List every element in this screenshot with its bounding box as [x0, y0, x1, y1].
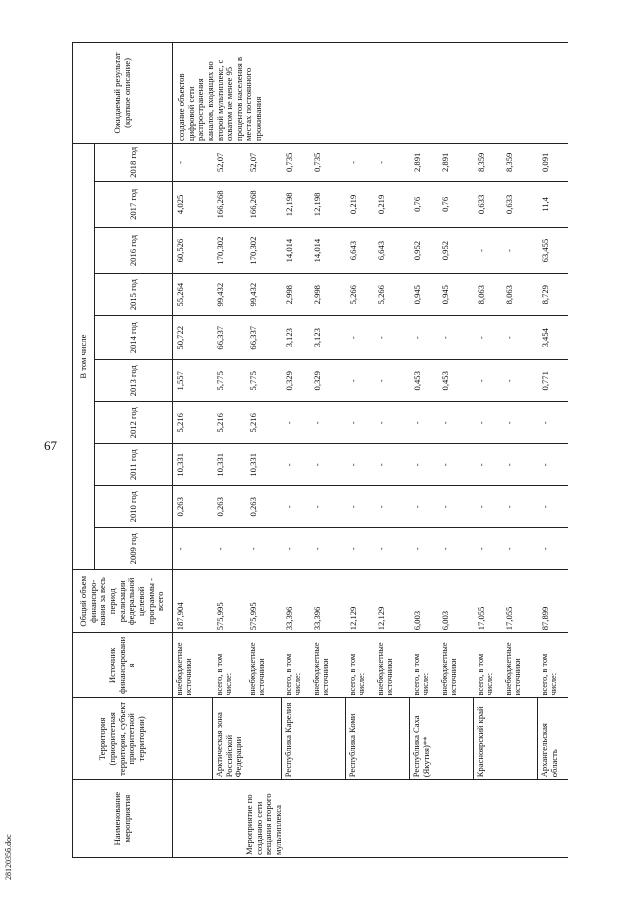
year-value-cell: 0,945 — [438, 274, 474, 316]
total-cell: 575,995 — [213, 570, 246, 633]
year-value-cell: - — [310, 444, 346, 486]
year-value-cell: 10,331 — [246, 444, 282, 486]
year-value-cell: 1,557 — [173, 360, 213, 402]
year-value-cell: - — [502, 360, 538, 402]
year-value-cell: 0,945 — [410, 274, 438, 316]
year-value-cell: - — [538, 528, 568, 570]
year-value-cell: - — [374, 316, 410, 360]
year-value-cell: 8,359 — [474, 143, 502, 181]
year-value-cell: 0,219 — [374, 181, 410, 227]
table-row — [310, 43, 346, 858]
year-value-cell: 5,266 — [346, 274, 374, 316]
year-value-cell: 8,063 — [502, 274, 538, 316]
year-value-cell: - — [374, 486, 410, 528]
source-cell: внебюджетные источники — [246, 633, 282, 698]
year-value-cell: - — [173, 528, 213, 570]
total-cell: 12,129 — [374, 570, 410, 633]
year-value-cell: - — [410, 486, 438, 528]
year-value-cell: 6,643 — [374, 227, 410, 273]
document-id: 2812035б.doc — [4, 834, 13, 880]
year-value-cell: - — [173, 143, 213, 181]
year-value-cell: 99,432 — [246, 274, 282, 316]
year-value-cell: - — [246, 528, 282, 570]
year-value-cell: - — [474, 444, 502, 486]
territory-cell — [310, 698, 346, 780]
year-value-cell: - — [346, 444, 374, 486]
table-row — [346, 43, 374, 858]
year-value-cell: - — [346, 360, 374, 402]
year-value-cell: 52,07 — [213, 143, 246, 181]
header-source: Источник финансирования — [73, 633, 173, 698]
total-cell: 33,396 — [282, 570, 310, 633]
year-value-cell: 0,453 — [410, 360, 438, 402]
table-row — [410, 43, 438, 858]
year-value-cell: 0,091 — [538, 143, 568, 181]
year-value-cell: - — [310, 528, 346, 570]
year-value-cell: 99,432 — [213, 274, 246, 316]
territory-cell: Красноярский край — [474, 698, 502, 780]
year-value-cell: - — [310, 402, 346, 444]
year-value-cell: 5,775 — [246, 360, 282, 402]
source-cell: всего, в том числе: — [213, 633, 246, 698]
year-value-cell: - — [282, 402, 310, 444]
year-value-cell: 0,263 — [173, 486, 213, 528]
territory-cell — [502, 698, 538, 780]
source-cell: внебюджетные источники — [374, 633, 410, 698]
year-value-cell: - — [438, 444, 474, 486]
year-value-cell: 14,014 — [310, 227, 346, 273]
year-value-cell: - — [474, 486, 502, 528]
territory-cell: Республика Саха (Якутия)** — [410, 698, 438, 780]
year-value-cell: 60,526 — [173, 227, 213, 273]
year-value-cell: - — [346, 402, 374, 444]
year-value-cell: 66,337 — [246, 316, 282, 360]
year-value-cell: 166,268 — [246, 181, 282, 227]
year-value-cell: - — [474, 528, 502, 570]
year-value-cell: 5,216 — [173, 402, 213, 444]
table-row — [246, 43, 282, 858]
year-value-cell: 166,268 — [213, 181, 246, 227]
header-year: 2014 год — [95, 316, 173, 360]
total-cell: 187,904 — [173, 570, 213, 633]
source-cell: всего, в том числе: — [282, 633, 310, 698]
year-value-cell: 3,454 — [538, 316, 568, 360]
year-value-cell: 0,263 — [213, 486, 246, 528]
year-value-cell: - — [502, 402, 538, 444]
year-value-cell: - — [474, 402, 502, 444]
source-cell: внебюджетные источники — [502, 633, 538, 698]
source-cell: всего, в том числе: — [474, 633, 502, 698]
year-value-cell: - — [374, 444, 410, 486]
year-value-cell: - — [502, 444, 538, 486]
year-value-cell: - — [410, 402, 438, 444]
total-cell: 17,055 — [474, 570, 502, 633]
territory-cell — [438, 698, 474, 780]
source-cell: внебюджетные источники — [173, 633, 213, 698]
header-year: 2009 год — [95, 528, 173, 570]
year-value-cell: 3,123 — [310, 316, 346, 360]
year-value-cell: - — [438, 316, 474, 360]
year-value-cell: 0,76 — [410, 181, 438, 227]
year-value-cell: 0,771 — [538, 360, 568, 402]
territory-cell: Арктическая зона Российской Федерации — [213, 698, 246, 780]
territory-cell: Республика Коми — [346, 698, 374, 780]
year-value-cell: 11,4 — [538, 181, 568, 227]
header-total: Общий объем финансиро-вания за весь период реализации федеральной целевой программы - всего — [73, 570, 173, 633]
territory-cell: Архангельская область — [538, 698, 568, 780]
year-value-cell: 8,359 — [502, 143, 538, 181]
year-value-cell: 0,263 — [246, 486, 282, 528]
territory-cell — [173, 698, 213, 780]
year-value-cell: 5,775 — [213, 360, 246, 402]
year-value-cell: 50,722 — [173, 316, 213, 360]
budget-table-container — [72, 42, 608, 858]
table-row — [538, 43, 568, 858]
source-cell: всего, в том числе: — [410, 633, 438, 698]
year-value-cell: 8,729 — [538, 274, 568, 316]
header-year: 2016 год — [95, 227, 173, 273]
year-value-cell: 2,891 — [438, 143, 474, 181]
year-value-cell: - — [538, 444, 568, 486]
source-cell: внебюджетные источники — [438, 633, 474, 698]
year-value-cell: 0,735 — [310, 143, 346, 181]
year-value-cell: - — [410, 316, 438, 360]
year-value-cell: 55,264 — [173, 274, 213, 316]
year-value-cell: 0,76 — [438, 181, 474, 227]
year-value-cell: - — [538, 486, 568, 528]
table-row — [173, 43, 213, 858]
year-value-cell: - — [346, 316, 374, 360]
year-value-cell: 3,123 — [282, 316, 310, 360]
year-value-cell: 170,302 — [213, 227, 246, 273]
year-value-cell: 4,025 — [173, 181, 213, 227]
year-value-cell: 0,633 — [502, 181, 538, 227]
year-value-cell: 5,216 — [213, 402, 246, 444]
year-value-cell: - — [282, 528, 310, 570]
year-value-cell: - — [502, 528, 538, 570]
total-cell: 6,003 — [410, 570, 438, 633]
budget-table — [72, 42, 568, 858]
table-row — [374, 43, 410, 858]
year-value-cell: 0,453 — [438, 360, 474, 402]
year-value-cell: - — [502, 227, 538, 273]
table-row — [213, 43, 246, 858]
total-cell: 87,899 — [538, 570, 568, 633]
header-result: Ожидаемый результат (краткое описание) — [73, 43, 173, 144]
total-cell: 17,055 — [502, 570, 538, 633]
year-value-cell: - — [502, 316, 538, 360]
year-value-cell: 10,331 — [173, 444, 213, 486]
table-row — [474, 43, 502, 858]
year-value-cell: - — [310, 486, 346, 528]
year-value-cell: - — [410, 444, 438, 486]
year-value-cell: - — [438, 486, 474, 528]
year-value-cell: 8,063 — [474, 274, 502, 316]
header-year: 2018 год — [95, 143, 173, 181]
source-cell: всего, в том числе: — [538, 633, 568, 698]
year-value-cell: - — [438, 528, 474, 570]
year-value-cell: - — [474, 316, 502, 360]
table-row — [282, 43, 310, 858]
year-value-cell: 10,331 — [213, 444, 246, 486]
year-value-cell: - — [346, 143, 374, 181]
header-year: 2013 год — [95, 360, 173, 402]
header-measure: Наименование мероприятия — [73, 780, 173, 858]
header-year: 2010 год — [95, 486, 173, 528]
header-year: 2015 год — [95, 274, 173, 316]
year-value-cell: - — [474, 227, 502, 273]
year-value-cell: 0,735 — [282, 143, 310, 181]
total-cell: 33,396 — [310, 570, 346, 633]
total-cell: 6,003 — [438, 570, 474, 633]
year-value-cell: 5,266 — [374, 274, 410, 316]
year-value-cell: 0,219 — [346, 181, 374, 227]
header-year: 2017 год — [95, 181, 173, 227]
year-value-cell: - — [346, 528, 374, 570]
total-cell: 12,129 — [346, 570, 374, 633]
year-value-cell: 6,643 — [346, 227, 374, 273]
page-number: 67 — [44, 438, 57, 453]
year-value-cell: 5,216 — [246, 402, 282, 444]
header-year: 2011 год — [95, 444, 173, 486]
year-value-cell: 63,455 — [538, 227, 568, 273]
year-value-cell: 0,952 — [410, 227, 438, 273]
header-including: В том числе — [73, 143, 95, 569]
year-value-cell: 2,998 — [282, 274, 310, 316]
year-value-cell: - — [374, 360, 410, 402]
year-value-cell: 0,329 — [310, 360, 346, 402]
year-value-cell: - — [374, 528, 410, 570]
year-value-cell: - — [410, 528, 438, 570]
year-value-cell: 2,891 — [410, 143, 438, 181]
source-cell: внебюджетные источники — [310, 633, 346, 698]
expected-result-cell: создание объектов цифровой сети распространения каналов, входящих во второй мультиплекс, с охватом не менее 95 процентов населения в местах постоянного проживания — [173, 43, 568, 144]
year-value-cell: - — [282, 444, 310, 486]
year-value-cell: 14,014 — [282, 227, 310, 273]
header-year: 2012 год — [95, 402, 173, 444]
year-value-cell: 0,329 — [282, 360, 310, 402]
year-value-cell: - — [213, 528, 246, 570]
year-value-cell: - — [374, 143, 410, 181]
year-value-cell: 2,998 — [310, 274, 346, 316]
territory-cell — [374, 698, 410, 780]
year-value-cell: 0,633 — [474, 181, 502, 227]
table-row — [438, 43, 474, 858]
header-territory: Территория (приоритетная территория, субъект приоритетной территории) — [73, 698, 173, 780]
table-row — [502, 43, 538, 858]
year-value-cell: - — [346, 486, 374, 528]
source-cell: всего, в том числе: — [346, 633, 374, 698]
total-cell: 575,995 — [246, 570, 282, 633]
year-value-cell: - — [502, 486, 538, 528]
year-value-cell: - — [438, 402, 474, 444]
year-value-cell: 52,07 — [246, 143, 282, 181]
year-value-cell: - — [538, 402, 568, 444]
year-value-cell: - — [374, 402, 410, 444]
year-value-cell: 170,302 — [246, 227, 282, 273]
measure-name-cell: Мероприятие по созданию сети вещания второго мультиплекса — [173, 780, 568, 858]
territory-cell — [246, 698, 282, 780]
year-value-cell: 12,198 — [282, 181, 310, 227]
year-value-cell: 12,198 — [310, 181, 346, 227]
year-value-cell: - — [474, 360, 502, 402]
year-value-cell: 66,337 — [213, 316, 246, 360]
territory-cell: Республика Карелия — [282, 698, 310, 780]
year-value-cell: 0,952 — [438, 227, 474, 273]
year-value-cell: - — [282, 486, 310, 528]
